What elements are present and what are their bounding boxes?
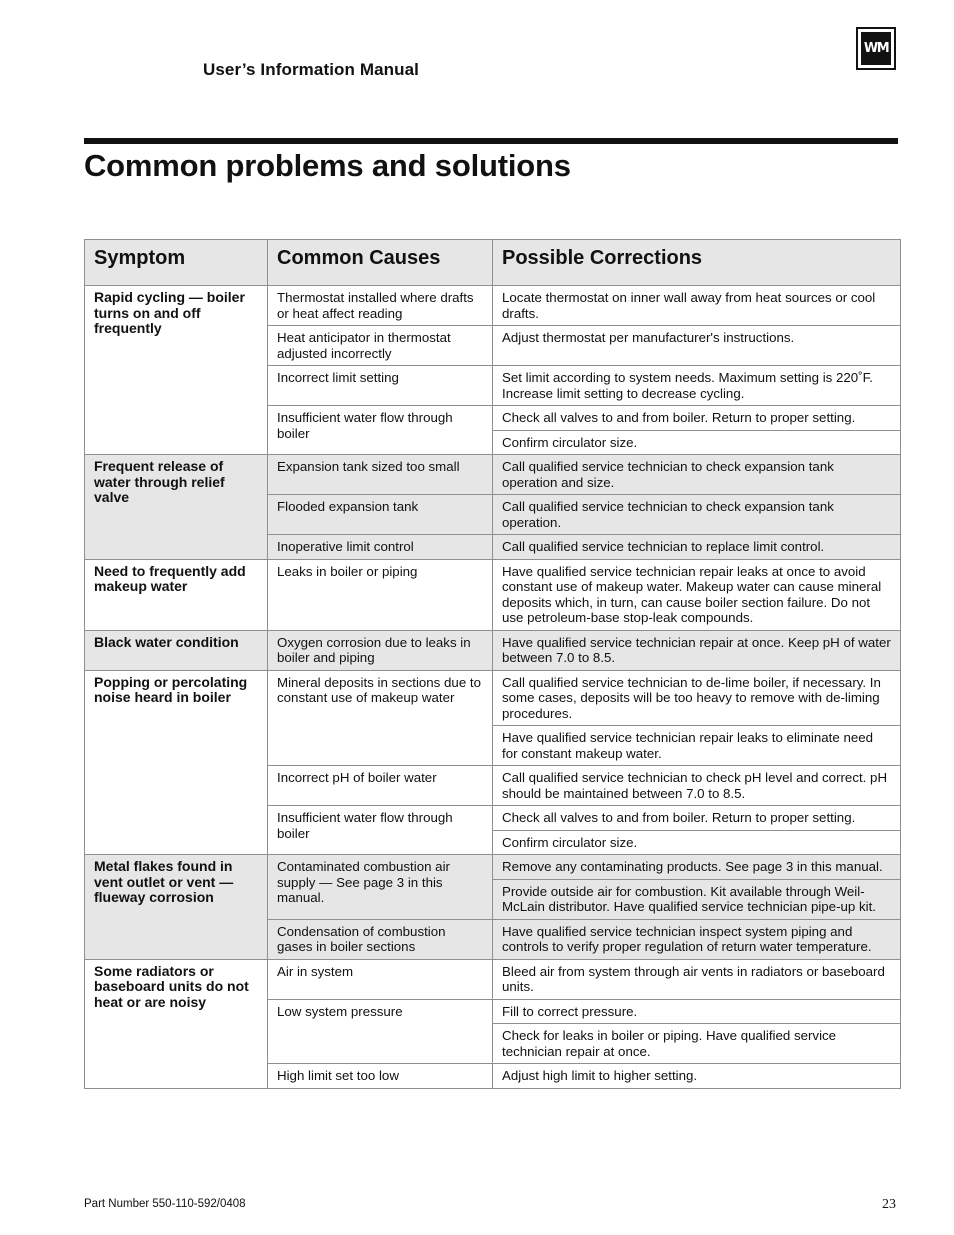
symptom-group — [85, 670, 901, 855]
symptom-group — [85, 855, 901, 960]
table-row — [85, 959, 901, 999]
cause-cell: Condensation of combustion gases in boiler sections — [268, 919, 493, 959]
correction-cell: Adjust high limit to higher setting. — [493, 1064, 901, 1089]
cause-cell: High limit set too low — [268, 1064, 493, 1089]
correction-cell: Have qualified service technician repair leaks to eliminate need for constant makeup water. — [493, 726, 901, 766]
symptom-cell: Metal flakes found in vent outlet or vent — flueway corrosion — [85, 855, 268, 960]
logo-mark: WM — [861, 32, 891, 65]
symptom-cell: Rapid cycling — boiler turns on and off frequently — [85, 286, 268, 455]
symptom-group — [85, 959, 901, 1088]
page-number: 23 — [882, 1197, 896, 1212]
table-row — [85, 286, 901, 326]
correction-cell: Call qualified service technician to replace limit control. — [493, 535, 901, 560]
table-row — [85, 855, 901, 880]
correction-cell: Check all valves to and from boiler. Return to proper setting. — [493, 406, 901, 431]
correction-cell: Call qualified service technician to de-lime boiler, if necessary. In some cases, deposits will be too heavy to remove with de-liming procedures. — [493, 670, 901, 726]
cause-cell: Contaminated combustion air supply — See page 3 in this manual. — [268, 855, 493, 920]
manual-title: User’s Information Manual — [203, 60, 419, 79]
symptom-group — [85, 455, 901, 560]
correction-cell: Check for leaks in boiler or piping. Have qualified service technician repair at once. — [493, 1024, 901, 1064]
correction-cell: Call qualified service technician to check expansion tank operation. — [493, 495, 901, 535]
cause-cell: Insufficient water flow through boiler — [268, 406, 493, 455]
correction-cell: Confirm circulator size. — [493, 430, 901, 455]
cause-cell: Leaks in boiler or piping — [268, 559, 493, 630]
page-title: Common problems and solutions — [84, 148, 571, 183]
correction-cell: Bleed air from system through air vents in radiators or baseboard units. — [493, 959, 901, 999]
cause-cell: Mineral deposits in sections due to constant use of makeup water — [268, 670, 493, 766]
cause-cell: Low system pressure — [268, 999, 493, 1064]
cause-cell: Oxygen corrosion due to leaks in boiler and piping — [268, 630, 493, 670]
column-header-corrections: Possible Corrections — [493, 240, 901, 286]
symptom-group — [85, 559, 901, 630]
table-row — [85, 559, 901, 630]
cause-cell: Heat anticipator in thermostat adjusted incorrectly — [268, 326, 493, 366]
symptom-cell: Popping or percolating noise heard in boiler — [85, 670, 268, 855]
weil-mclain-logo — [856, 27, 896, 70]
correction-cell: Call qualified service technician to check pH level and correct. pH should be maintained between 7.0 to 8.5. — [493, 766, 901, 806]
symptom-cell: Frequent release of water through relief valve — [85, 455, 268, 560]
cause-cell: Expansion tank sized too small — [268, 455, 493, 495]
table-row — [85, 455, 901, 495]
correction-cell: Set limit according to system needs. Maximum setting is 220˚F. Increase limit setting to decrease cycling. — [493, 366, 901, 406]
correction-cell: Remove any contaminating products. See page 3 in this manual. — [493, 855, 901, 880]
correction-cell: Have qualified service technician repair leaks at once to avoid constant use of makeup water. Makeup water can cause mineral deposits which, in turn, can cause boiler section failure. Do not use petroleum-base stop-leak compounds. — [493, 559, 901, 630]
table-row — [85, 670, 901, 726]
correction-cell: Have qualified service technician repair at once. Keep pH of water between 7.0 to 8.5. — [493, 630, 901, 670]
problems-table — [84, 239, 901, 1089]
table-header-row — [85, 240, 901, 286]
correction-cell: Fill to correct pressure. — [493, 999, 901, 1024]
correction-cell: Confirm circulator size. — [493, 830, 901, 855]
cause-cell: Insufficient water flow through boiler — [268, 806, 493, 855]
cause-cell: Inoperative limit control — [268, 535, 493, 560]
symptom-cell: Some radiators or baseboard units do not heat or are noisy — [85, 959, 268, 1088]
table-row — [85, 630, 901, 670]
cause-cell: Incorrect limit setting — [268, 366, 493, 406]
correction-cell: Have qualified service technician inspect system piping and controls to verify proper regulation of return water temperature. — [493, 919, 901, 959]
correction-cell: Check all valves to and from boiler. Return to proper setting. — [493, 806, 901, 831]
column-header-causes: Common Causes — [268, 240, 493, 286]
cause-cell: Flooded expansion tank — [268, 495, 493, 535]
cause-cell: Incorrect pH of boiler water — [268, 766, 493, 806]
part-number: Part Number 550-110-592/0408 — [84, 1198, 246, 1210]
symptom-group — [85, 630, 901, 670]
cause-cell: Thermostat installed where drafts or heat affect reading — [268, 286, 493, 326]
symptom-cell: Black water condition — [85, 630, 268, 670]
heading-rule — [84, 138, 898, 144]
cause-cell: Air in system — [268, 959, 493, 999]
correction-cell: Provide outside air for combustion. Kit available through Weil-McLain distributor. Have qualified service technician pipe-up kit. — [493, 879, 901, 919]
correction-cell: Adjust thermostat per manufacturer's instructions. — [493, 326, 901, 366]
correction-cell: Locate thermostat on inner wall away from heat sources or cool drafts. — [493, 286, 901, 326]
column-header-symptom: Symptom — [85, 240, 268, 286]
correction-cell: Call qualified service technician to check expansion tank operation and size. — [493, 455, 901, 495]
symptom-group — [85, 286, 901, 455]
symptom-cell: Need to frequently add makeup water — [85, 559, 268, 630]
